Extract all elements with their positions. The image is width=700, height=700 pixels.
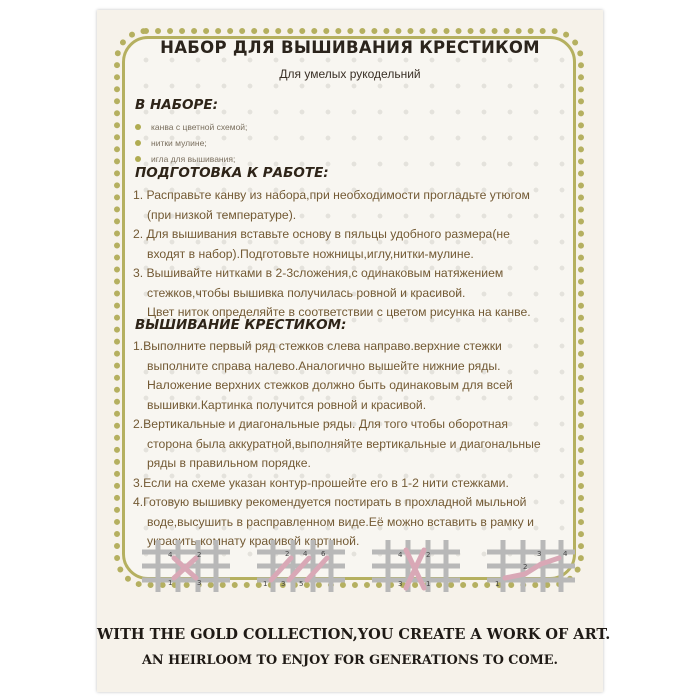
bullet-dot-icon (135, 140, 141, 146)
canvas-grid-icon (487, 540, 575, 592)
page-title: НАБОР ДЛЯ ВЫШИВАНИЯ КРЕСТИКОМ (160, 38, 540, 57)
stitch-number-label: 1 (263, 580, 268, 588)
stitch-diagram-half-row (253, 538, 349, 594)
kit-heading: В НАБОРЕ: (135, 97, 219, 113)
text-line: вышивки.Картинка получится ровной и красивой. (147, 397, 427, 412)
stitch-number-label: 1 (168, 579, 173, 587)
list-item: нитки мулине; (135, 135, 247, 151)
stitch-number-label: 4 (563, 550, 568, 558)
stitch-number-label: 2 (197, 551, 202, 559)
text-line: 2.Вертикальные и диагональные ряды. Для того чтобы оборотная (133, 417, 508, 431)
stitch-number-label: 1 (426, 580, 431, 588)
text-line: украсить комнату красивой картиной. (147, 534, 360, 548)
text-line: 1. Расправьте канву из набора,при необходимости прогладьте утюгом (133, 188, 530, 202)
stitch-number-label: 3 (398, 580, 403, 588)
stitch-diagram-diagonal (483, 538, 579, 594)
stitch-heading: ВЫШИВАНИЕ КРЕСТИКОМ: (135, 317, 347, 333)
text-line: (при низкой температуре). (147, 207, 297, 222)
text-line: 2. Для вышивания вставьте основу в пяльцы удобного размера(не (133, 227, 510, 241)
stitch-number-label: 3 (281, 580, 286, 588)
stitch-number-label: 2 (426, 551, 431, 559)
text-line: 3. Вышивайте нитками в 2-3сложения,с одинаковым натяжением (133, 266, 504, 280)
prep-steps (133, 186, 573, 323)
kit-list (135, 119, 247, 167)
bullet-dot-icon (135, 156, 141, 162)
stitch-number-label: 2 (285, 550, 290, 558)
bullet-dot-icon (135, 124, 141, 130)
page-subtitle: Для умелых рукодельний (279, 67, 421, 81)
footer-slogan: WITH THE GOLD COLLECTION,YOU CREATE A WORK OF ART. (97, 626, 611, 643)
half-stitch-row-icon (271, 558, 327, 580)
text-line: сторона была аккуратной,выполняйте вертикальные и диагональные (147, 436, 541, 451)
text-line: ряды в правильном порядке. (147, 456, 311, 470)
stitch-number-label: 3 (537, 550, 542, 558)
text-line: воде,высушить в расправленном виде.Её можно вставить в рамку и (147, 514, 534, 529)
stitch-diagram-single-cross (138, 538, 234, 594)
stitch-number-label: 4 (303, 550, 308, 558)
text-line: Цвет ниток определяйте в соответствии с цветом рисунка на канве. (147, 305, 531, 319)
stitch-number-label: 4 (168, 551, 173, 559)
stitch-diagram-vertical (368, 538, 464, 594)
footer-tagline: AN HEIRLOOM TO ENJOY FOR GENERATIONS TO COME. (141, 653, 559, 668)
text-line: стежков,чтобы вышивка получилась ровной и красивой. (147, 285, 466, 300)
list-item: канва с цветной схемой; (135, 119, 247, 135)
text-line: Наложение верхних стежков должно быть одинаковым для всей (147, 378, 513, 392)
stitch-number-label: 2 (523, 563, 528, 571)
stitch-number-label: 1 (495, 580, 500, 588)
text-line: входят в набор).Подготовьте ножницы,иглу,нитки-мулине. (147, 246, 474, 261)
text-line: выполните справа налево.Аналогично вышейте нижние ряды. (147, 358, 501, 373)
text-line: 3.Если на схеме указан контур-прошейте его в 1-2 нити стежками. (133, 475, 509, 490)
prep-heading: ПОДГОТОВКА К РАБОТЕ: (135, 165, 329, 181)
stitch-number-label: 5 (299, 580, 304, 588)
list-item: игла для вышивания; (135, 151, 247, 167)
stitch-number-label: 4 (398, 551, 403, 559)
stitch-steps (133, 337, 573, 552)
stitch-number-label: 6 (321, 550, 326, 558)
text-line: 1.Выполните первый ряд стежков слева направо.верхние стежки (133, 339, 502, 353)
text-line: 4.Готовую вышивку рекомендуется постирать в прохладной мыльной (133, 495, 527, 509)
stitch-number-label: 3 (197, 579, 202, 587)
